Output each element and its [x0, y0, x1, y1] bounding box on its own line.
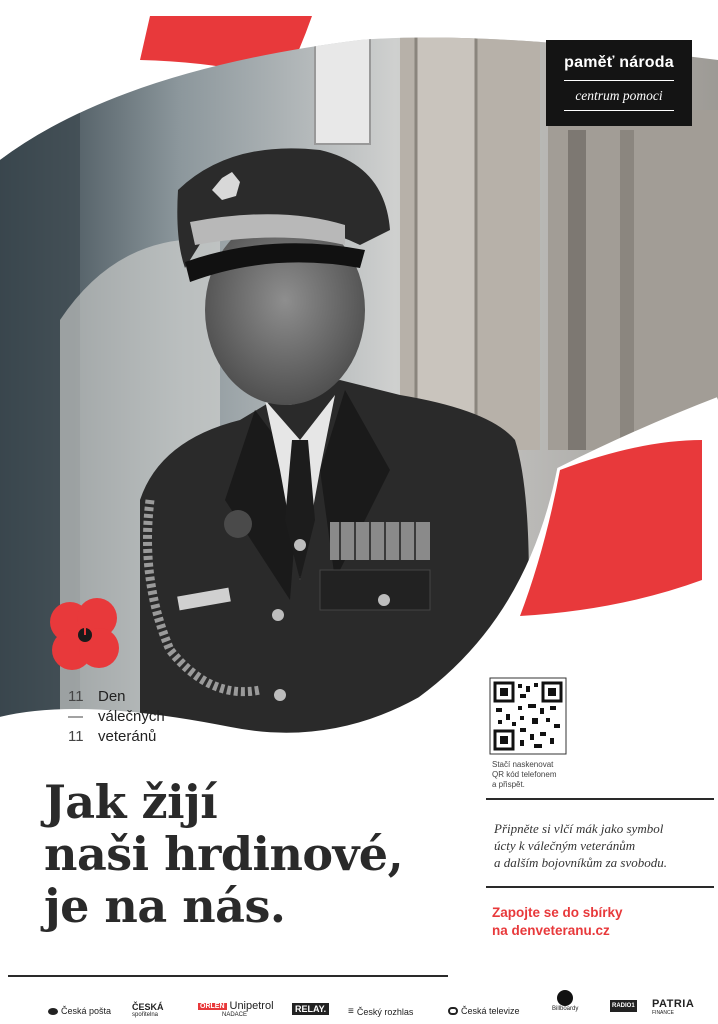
event-name — [68, 688, 248, 748]
sponsor-patria — [652, 998, 694, 1016]
qr-caption-line: QR kód telefonem — [492, 770, 557, 779]
sponsor-ceska-sporitelna — [132, 1002, 164, 1018]
sponsor-radio1 — [610, 1000, 637, 1012]
event-number-top: 11 — [68, 688, 84, 705]
sponsor-ceska-televize — [448, 1006, 520, 1016]
sponsor-nadace-unipetrol — [198, 1000, 274, 1018]
sponsor-name: Česká televize — [461, 1006, 520, 1016]
sponsor-relay — [292, 1003, 329, 1015]
logo-title: paměť národa — [564, 54, 674, 71]
headline — [44, 776, 403, 932]
sponsor-sub: spořitelna — [132, 1012, 159, 1018]
qr-caption — [492, 760, 572, 790]
logo-divider — [564, 110, 674, 111]
headline-line-2: naši hrdinové, — [44, 827, 404, 881]
posta-horn-icon — [48, 1008, 58, 1015]
sponsor-name: Česká pošta — [61, 1006, 112, 1016]
sponsor-name: ORLEN — [200, 1002, 225, 1010]
sponsor-name: PATRIA — [652, 998, 695, 1010]
event-line-3: veteránů — [98, 728, 157, 745]
symbol-text — [494, 820, 716, 871]
event-number-bottom: 11 — [68, 728, 84, 745]
qr-code — [490, 678, 566, 754]
sponsor-ceska-posta — [48, 1006, 111, 1016]
rozhlas-icon: ≡ — [348, 1006, 354, 1017]
event-line-1: Den — [98, 688, 126, 705]
cta-link[interactable]: na denveteranu.cz — [492, 923, 610, 938]
sponsor-name: ČESKÁ — [132, 1002, 164, 1012]
sponsor-sub: FINANCE — [652, 1010, 674, 1016]
sponsor-sub: NADACE — [222, 1012, 248, 1018]
event-dash: — — [68, 708, 83, 725]
divider-line — [486, 798, 714, 800]
sponsor-billboardy — [552, 990, 578, 1012]
headline-line-1: Jak žijí — [44, 775, 218, 829]
qr-caption-line: Stačí naskenovat — [492, 760, 554, 769]
sponsor-name: RELAY. — [292, 1003, 329, 1015]
symbol-text-line: Připněte si vlčí mák jako symbol — [494, 821, 664, 836]
sponsor-name: Český rozhlas — [356, 1006, 414, 1017]
logo-divider — [564, 80, 674, 81]
divider-line — [486, 886, 714, 888]
pamet-naroda-logo — [546, 40, 692, 126]
sponsor-name: RADIO1 — [610, 1000, 637, 1012]
qr-caption-line: a přispět. — [492, 780, 525, 789]
billboardy-mascot-icon — [557, 990, 573, 1006]
sponsor-name: Unipetrol — [229, 1000, 274, 1012]
headline-line-3: je na nás. — [44, 879, 286, 933]
bottom-divider — [8, 975, 448, 977]
ct-icon — [448, 1007, 458, 1015]
sponsor-cesky-rozhlas — [348, 1006, 413, 1017]
symbol-text-line: a dalším bojovníkům za svobodu. — [494, 855, 667, 870]
logo-subtitle: centrum pomoci — [575, 88, 663, 103]
call-to-action — [492, 904, 623, 940]
event-line-2: válečných — [98, 708, 165, 725]
symbol-text-line: úcty k válečným veteránům — [494, 838, 636, 853]
sponsor-name: Billboardy — [552, 1006, 579, 1012]
poppy-icon — [50, 598, 119, 670]
cta-line-1: Zapojte se do sbírky — [492, 905, 623, 920]
